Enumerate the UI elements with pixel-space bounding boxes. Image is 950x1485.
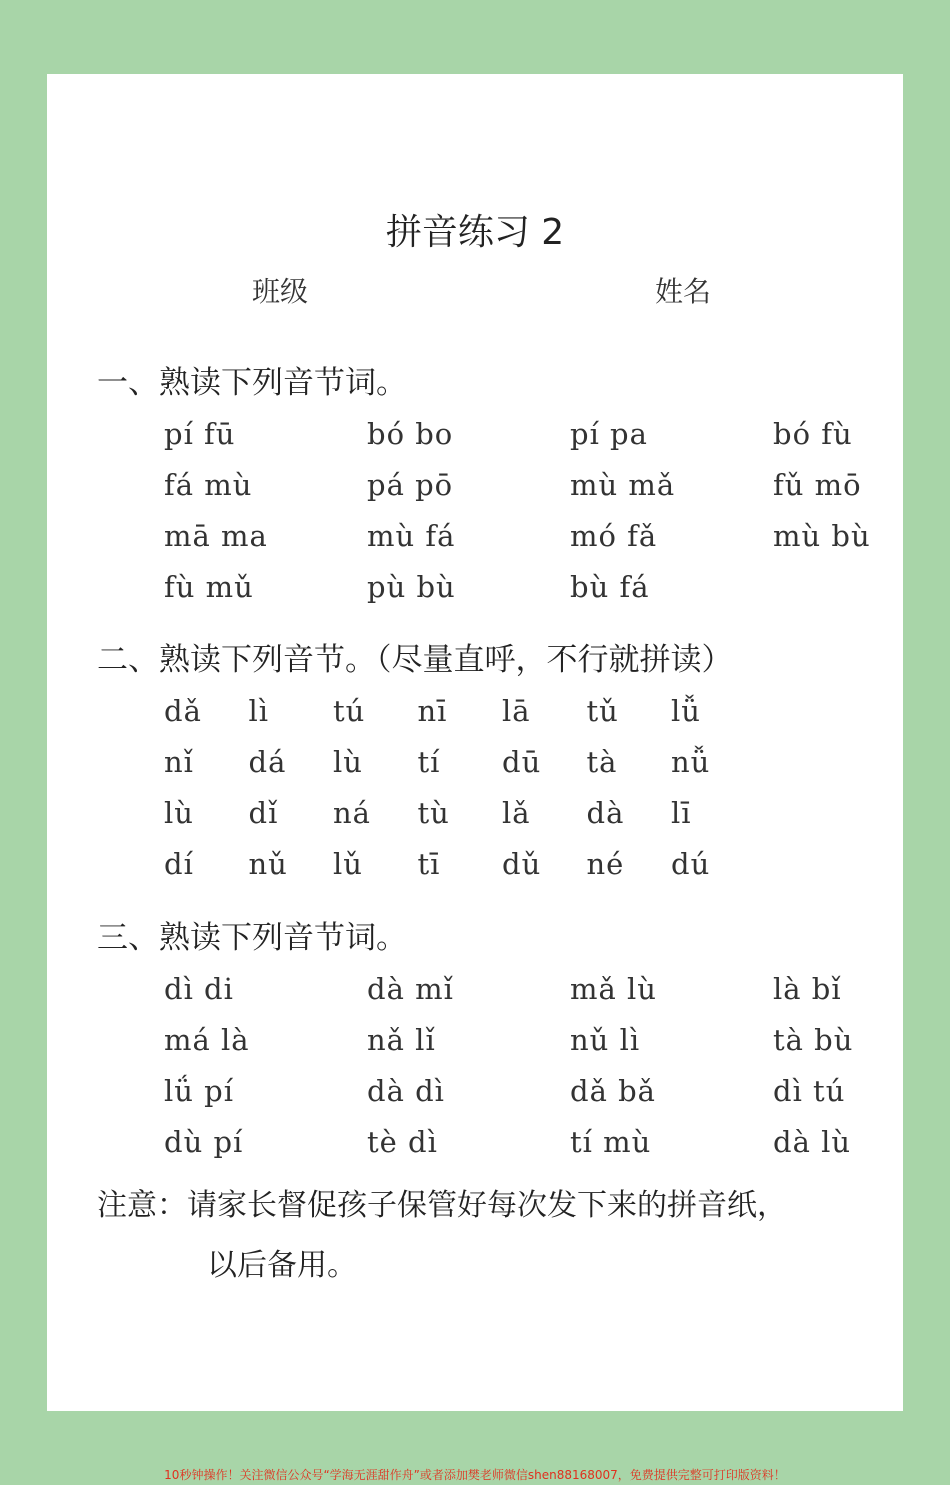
pinyin-word: fá mù [164, 468, 253, 502]
pinyin-word [773, 562, 893, 613]
pinyin-word: bù fá [570, 570, 650, 604]
syllable: tǔ [586, 694, 619, 728]
pinyin-word: nǎ lǐ [367, 1023, 436, 1057]
pinyin-word: bó bo [367, 417, 454, 451]
syllable: lù [164, 796, 194, 830]
pinyin-word: mù bù [773, 519, 871, 553]
note-line2: 以后备用。 [207, 1248, 357, 1283]
section1-heading: 一、熟读下列音节词。 [97, 365, 407, 401]
pinyin-word: bó fù [773, 417, 853, 451]
syllable: dǔ [502, 847, 542, 881]
syllable: lǔ [333, 847, 363, 881]
pinyin-word: fǔ mō [773, 468, 862, 502]
syllable: dū [502, 745, 542, 779]
section2-heading: 二、熟读下列音节。（尽量直呼，不行就拼读） [97, 642, 733, 678]
pinyin-word: tí mù [570, 1125, 652, 1159]
pinyin-word: tè dì [367, 1125, 438, 1159]
pinyin-word: má là [164, 1023, 250, 1057]
syllable: tù [417, 796, 450, 830]
pinyin-word: dì tú [773, 1074, 846, 1108]
syllable: tí [417, 745, 441, 779]
pinyin-word: dà dì [367, 1074, 445, 1108]
pinyin-word: pù bù [367, 570, 456, 604]
parent-note [97, 1180, 787, 1224]
pinyin-word: tà bù [773, 1023, 854, 1057]
pinyin-word: dà lù [773, 1125, 852, 1159]
section1-grid [164, 409, 893, 613]
pinyin-word: mù fá [367, 519, 456, 553]
class-label: 班级 [252, 275, 309, 308]
section2-grid [164, 686, 756, 890]
syllable: lù [333, 745, 363, 779]
syllable: nī [417, 694, 448, 728]
page-title: 拼音练习 2 [385, 212, 565, 253]
pinyin-word: pí pa [570, 417, 648, 451]
pinyin-word: mù mǎ [570, 468, 676, 502]
syllable: dà [586, 796, 625, 830]
pinyin-word: pí fū [164, 417, 236, 451]
pinyin-word: mā ma [164, 519, 268, 553]
syllable: tī [417, 847, 441, 881]
name-label: 姓名 [655, 275, 712, 308]
worksheet-page [47, 74, 903, 1411]
syllable: lǚ [671, 694, 701, 728]
section3-heading: 三、熟读下列音节词。 [97, 920, 407, 956]
pinyin-word: là bǐ [773, 972, 842, 1006]
pinyin-word: fù mǔ [164, 570, 254, 604]
promo-footer: 10秒钟操作！关注微信公众号“学海无涯甜作舟”或者添加樊老师微信shen88168007，免费提供完整可打印版资料！ [164, 1468, 786, 1482]
pinyin-word: nǔ lì [570, 1023, 641, 1057]
pinyin-word: dì di [164, 972, 234, 1006]
syllable: né [586, 847, 625, 881]
pinyin-word: lǘ pí [164, 1074, 235, 1108]
syllable: dá [248, 745, 287, 779]
syllable: lì [248, 694, 270, 728]
pinyin-word: dǎ bǎ [570, 1074, 656, 1108]
syllable: dǎ [164, 694, 202, 728]
syllable: lī [671, 796, 692, 830]
syllable: dǐ [248, 796, 279, 830]
pinyin-word: pá pō [367, 468, 454, 502]
syllable: lǎ [502, 796, 531, 830]
syllable: dí [164, 847, 194, 881]
note-line1: 请家长督促孩子保管好每次发下来的拼音纸， [187, 1188, 787, 1223]
syllable: lā [502, 694, 531, 728]
syllable: nǐ [164, 745, 194, 779]
syllable: tú [333, 694, 366, 728]
syllable: dú [671, 847, 711, 881]
pinyin-word: dà mǐ [367, 972, 454, 1006]
pinyin-word: mó fǎ [570, 519, 658, 553]
syllable: ná [333, 796, 371, 830]
pinyin-word: dù pí [164, 1125, 244, 1159]
syllable: nǚ [671, 745, 711, 779]
syllable: tà [586, 745, 618, 779]
syllable: nǔ [248, 847, 288, 881]
note-label: 注意： [97, 1188, 187, 1223]
pinyin-word: mǎ lù [570, 972, 657, 1006]
section3-grid [164, 964, 893, 1168]
